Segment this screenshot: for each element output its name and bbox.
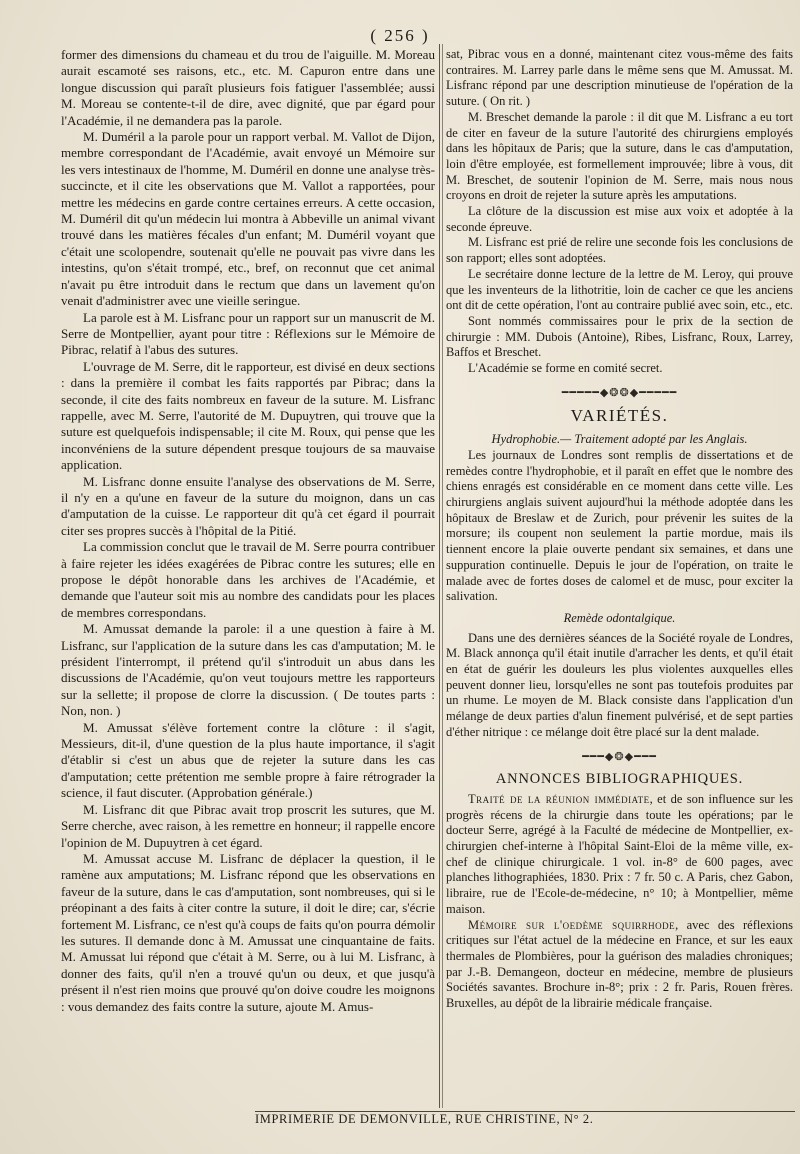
paragraph: M. Amussat accuse M. Lisfranc de déplacer la question, il le ramène aux amputations; M. Lisfranc répond que les observations en faveur de la suture, dans le cas d'amputation, sont nombreuses, qui si le préopinant a des faits à citer contre la suture, il doit le dire; car, s'écrie fortement M. Lisfranc, ce n'est qu'à coups de faits qu'on pourra démolir les sutures. Il demande donc à M. Amussat une cinquantaine de faits. M. Amussat lui répond que c'était à M. Serre, ou à lui M. Lisfranc, à donner des faits, qu'il n'en a trouvé qu'un ou deux, et que jusqu'à présent il n'est rien moins que prouvé qu'on doive coudre les moignons : vous demandez des faits contre la suture, ajoute M. Amus- (61, 850, 435, 1014)
paragraph: M. Lisfranc dit que Pibrac avait trop proscrit les sutures, que M. Serre cherche, avec raison, à les remettre en honneur; il rappelle encore l'opinion de M. Dupuytren à cet égard. (61, 801, 435, 850)
paragraph: M. Amussat s'élève fortement contre la clôture : il s'agit, Messieurs, dit-il, d'une question de la plus haute importance, il s'agit d'établir si c'est un abus que de rejeter la suture dans les cas d'amputation; cette prétention me semble propre à faire rétrograder la science, il faut discuter. (Approbation générale.) (61, 719, 435, 801)
column-rule (439, 44, 440, 1108)
paragraph: La parole est à M. Lisfranc pour un rapport sur un manuscrit de M. Serre de Montpellier, ayant pour titre : Réflexions sur le Mémoire de Pibrac, relatif à l'abus des sutures. (61, 309, 435, 358)
paragraph: L'Académie se forme en comité secret. (468, 361, 663, 376)
bibliography-entry (446, 918, 793, 1012)
entry-title: Traité de la réunion immédiate (468, 791, 650, 806)
imprint-line: IMPRIMERIE DE DEMONVILLE, RUE CHRISTINE, N° 2. (255, 1112, 594, 1126)
right-column (446, 47, 793, 1012)
paragraph: Les journaux de Londres sont remplis de dissertations et de remèdes contre l'hydrophobie, et il paraît en effet que le nombre des chiens enragés est considérable en ce moment dans cette ville. Les chirurgiens anglais suivent aujourd'hui la méthode adoptée dans les hôpitaux de Breslaw et de Zurich, pour prévenir les suites de la morsure; ils coupent non seulement la partie mordue, mais ils tiennent encore la plaie ouverte pendant six semaines, et dans une suppuration continuelle. Depuis le jour de l'opération, on traite le malade avec de fortes doses de calomel et de musc, pour exciter la salivation. (446, 447, 793, 604)
left-column (61, 47, 435, 1015)
subsection-title-remede: Remède odontalgique. (563, 610, 676, 625)
paragraph: Dans une des dernières séances de la Société royale de Londres, M. Black annonça qu'il était inutile d'arracher les dents, et qu'il était en état de guérir les douleurs les plus violentes auxquelles elles peuvent donner lieu, lorsqu'elles ne sont pas toutefois produites par un rhume. Le moyen de M. Black consiste dans l'application d'un mélange de deux parties d'alun finement pulvérisé, et de sept parties d'éther nitrique : ce mélange doit être placé sur la dent malade. (446, 630, 793, 739)
subsection-title-hydrophobie (446, 432, 793, 448)
paragraph: Sont nommés commissaires pour le prix de la section de chirurgie : MM. Dubois (Antoine), Ribes, Lisfranc, Roux, Larrey, Baffos et Breschet. (446, 313, 793, 360)
paragraph: Le secrétaire donne lecture de la lettre de M. Leroy, qui prouve que les inventeurs de la lithotritie, loin de cacher ce que les anciens ont dit de cette opération, l'ont au contraire publié avec soin, etc., etc. (446, 266, 793, 313)
entry-text: , et de son influence sur les progrès récens de la chirurgie dans toute les opérations; par le docteur Serre, agrégé à la Faculté de médecine de Montpellier, ex-chirurgien chef-interne à l'hôpital Saint-Eloi de la même ville, ex-chef de clinique chirurgicale. 1 vol. in-8° de 600 pages, avec planches lithographiées, 1830. Prix : 7 fr. 50 c. A Paris, chez Gabon, libraire, rue de l'Ecole-de-médecine, n° 10; à Montpellier, même maison. (446, 791, 793, 916)
paragraph: sat, Pibrac vous en a donné, maintenant citez vous-même des faits contraires. M. Larrey parle dans le même sens que M. Amussat. M. Lisfranc répond par une description minutieuse de l'opération de la suture. ( On rit. ) (446, 47, 793, 109)
section-heading-annonces: ANNONCES BIBLIOGRAPHIQUES. (495, 771, 744, 788)
paragraph: La clôture de la discussion est mise aux voix et adoptée à la seconde épreuve. (446, 204, 793, 234)
entry-text: , avec des réflexions critiques sur l'état actuel de la médecine en France, et sur les eaux thermales de Plombières, pour la guérison des maladies chroniques; par J.-B. Demangeon, docteur en médecine, membre de plusieurs Sociétés savantes. Brochure in-8°; prix : 2 fr. Paris, Rouen frères. Bruxelles, au dépôt de la librairie médicale française. (446, 917, 793, 1011)
paragraph: M. Lisfranc donne ensuite l'analyse des observations de M. Serre, il n'y en a qu'une en faveur de la suture du moignon, dans un cas d'amputation de la cuisse. Le rapporteur dit qu'à cet égard il pourrait citer ses propres succès à l'hôpital de la Pitié. (61, 473, 435, 538)
paragraph: former des dimensions du chameau et du trou de l'aiguille. M. Moreau aurait escamoté ses raisons, etc., etc. M. Capuron entre dans une longue discussion qui paraît plusieurs fois fatiguer l'assemblée; aussi M. Moreau se contente-t-il de dire, avec dignité, que par égard pour l'Académie, il ne demandera pas la parole. (61, 47, 435, 128)
entry-title: Mémoire sur l'oedème squirrhode (468, 917, 676, 932)
bibliography-entry (446, 792, 793, 918)
paragraph: M. Breschet demande la parole : il dit que M. Lisfranc a eu tort de citer en faveur de la suture l'autorité des chirurgiens employés dans les hôpitaux de Paris; que la suture, dans le cas d'amputation, loin d'être employée, est formellement improuvée; libre à vous, dit M. Breschet, de soutenir l'opinion de M. Serre, mais nous nous croyons en droit de rejeter la suture après les amputations. (446, 109, 793, 203)
section-heading-varietes: VARIÉTÉS. (570, 406, 669, 426)
column-rule-inner (442, 44, 443, 1108)
paragraph: M. Amussat demande la parole: il a une question à faire à M. Lisfranc, sur l'application de la suture dans les cas d'amputation; M. le président l'interrompt, il prétend qu'il s'introduit un abus dans les discussions de l'Académie, qu'on veut toujours mettre les rapporteurs sur la sellette; il propose de clorre la discussion. ( De toutes parts : Non, non. ) (61, 621, 435, 719)
subsection-title-text: Hydrophobie.— Traitement adopté par les Anglais. (491, 432, 748, 447)
ornament-divider-small: ━━━◆❂◆━━━ (582, 750, 657, 763)
page-number: ( 256 ) (370, 26, 430, 45)
paragraph: M. Lisfranc est prié de relire une seconde fois les conclusions de son rapport; elles sont adoptées. (446, 235, 793, 266)
paragraph: L'ouvrage de M. Serre, dit le rapporteur, est divisé en deux sections : dans la première il combat les faits rapportés par Pibrac; dans la seconde, il cite des faits nombreux en faveur de la suture. M. Lisfranc rappelle, avec M. Serre, l'autorité de M. Dupuytren, qui trouve que la suture est quelquefois indispensable; il cite M. Roux, qui pense que les inconvéniens de la suture dépendent presque toujours de sa mauvaise application. (61, 358, 435, 473)
ornament-divider: ━━━━━◆❂❂◆━━━━━ (561, 386, 678, 399)
paragraph: M. Duméril a la parole pour un rapport verbal. M. Vallot de Dijon, membre correspondant de l'Académie, avait envoyé un Mémoire sur les vers intestinaux de l'homme, M. Duméril en donne une analyse très-succincte, et il cite les observations que M. Vallot a rapportées, pour mettre les médecins en garde contre certaines erreurs. A cette occasion, M. Duméril dit qu'un médecin lui montra à Abbeville un animal vivant trouvé dans les matières fécales d'un enfant; M. Duméril voyant que c'était une scolopendre, soutenait qu'elle ne pouvait pas vivre dans les intestins, qu'on s'était trompé, etc., bref, on reconnut que cet animal n'avait pu être introduit dans le rectum que dans un lavement qu'on venait d'administrer avec une vieille seringue. (61, 129, 435, 309)
paragraph: La commission conclut que le travail de M. Serre pourra contribuer à faire rejeter les idées exagérées de Pibrac contre les sutures; elle en propose le dépôt honorable dans les archives de l'Académie, et demande que l'auteur soit mis au nombre des candidats pour les places de membres correspondans. (61, 539, 435, 620)
